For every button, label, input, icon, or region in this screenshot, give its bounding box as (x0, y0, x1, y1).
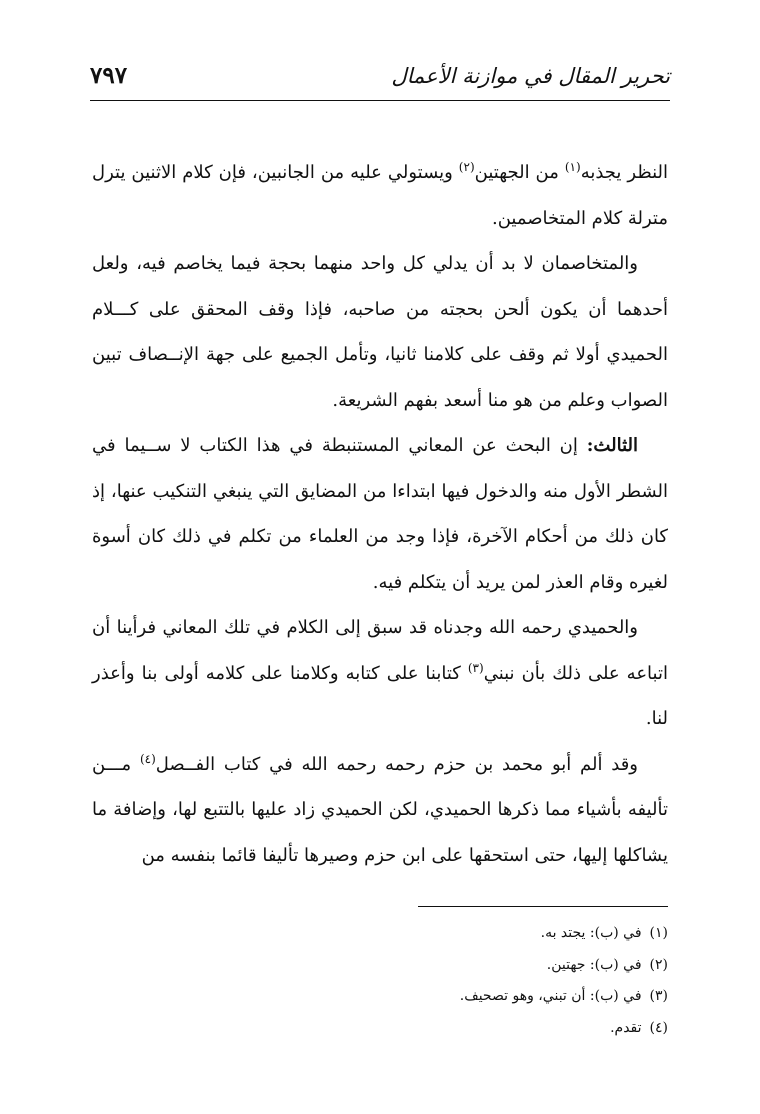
footnote-1 (268, 918, 668, 950)
running-title: تحرير المقال في موازنة الأعمال (391, 64, 670, 88)
footnote-number: (٢) (649, 956, 668, 973)
p5-text-a: وقد ألم أبو محمد بن حزم رحمه رحمه الله في كتاب الفــصل (155, 753, 638, 775)
footnote-ref-4: (٤) (139, 751, 156, 766)
header-rule (90, 100, 670, 101)
p4-text-b: كتابنا على كتابه وكلامنا على كلامه أولى بنا وأعذر لنا. (92, 662, 668, 729)
paragraph-3 (92, 423, 668, 605)
footnote-2 (268, 950, 668, 982)
footnote-ref-3: (٣) (467, 660, 484, 675)
footnote-3 (268, 981, 668, 1013)
p1-text-c: ويستولي عليه من الجانبين، فإن كلام الاثنين يترل مترلة كلام المتخاصمين. (92, 162, 668, 229)
paragraph-5 (92, 742, 668, 879)
page-number: ٧٩٧ (90, 62, 128, 89)
footnote-rule (418, 906, 668, 907)
footnote-text: تقدم. (610, 1019, 642, 1036)
footnote-number: (٤) (649, 1019, 668, 1036)
footnote-text: في (ب): جهتين. (546, 956, 642, 973)
footnote-text: في (ب): يجتد به. (540, 925, 642, 941)
p1-text-a: النظر يجذبه (580, 162, 668, 183)
footnotes (268, 918, 668, 1044)
footnote-number: (١) (649, 925, 668, 941)
running-header (90, 58, 670, 98)
footnote-text: في (ب): أن تبني، وهو تصحيف. (459, 988, 642, 1004)
paragraph-2: والمتخاصمان لا بد أن يدلي كل واحد منهما بحجة فيما يخاصم فيه، ولعل أحدهما أن يكون ألحن بحجته من صاحبه، فإذا وقف المحقق على كـــلام الحميدي أولا ثم وقف على كلامنا ثانيا، وتأمل الجميع على جهة الإنــصاف تبين الصواب وعلم من هو منا أسعد بفهم الشريعة. (92, 253, 668, 411)
body-text (92, 150, 668, 878)
p5-text-b: مـــن تأليفه بأشياء مما ذكرها الحميدي، لكن الحميدي زاد عليها بالتتبع لها، وإضافة ما يشاكلها إليها، حتى استحقها على ابن حزم وصيرها تأليفا قائما بنفسه من (92, 753, 668, 866)
p3-text: إن البحث عن المعاني المستنبطة في هذا الكتاب لا ســيما في الشطر الأول منه والدخول فيها ابتداءا من المضايق التي ينبغي التنكيب عنها، إذ كان ذلك من أحكام الآخرة، فإذا وجد من العلماء من تكلم في ذلك كان أسوة لغيره وقام العذر لمن يريد أن يتكلم فيه. (92, 435, 668, 593)
paragraph-1 (92, 150, 668, 241)
p1-text-b: من الجهتين (474, 162, 565, 183)
footnote-number: (٣) (649, 988, 668, 1004)
footnote-ref-2: (٢) (458, 160, 475, 174)
p4-text-a: والحميدي رحمه الله وجدناه قد سبق إلى الكلام في تلك المعاني فرأينا أن اتباعه على ذلك بأن نبني (92, 617, 668, 684)
paragraph-4 (92, 605, 668, 742)
footnote-ref-1: (١) (564, 160, 581, 174)
p3-label: الثالث: (586, 435, 638, 456)
footnote-4 (268, 1013, 668, 1045)
